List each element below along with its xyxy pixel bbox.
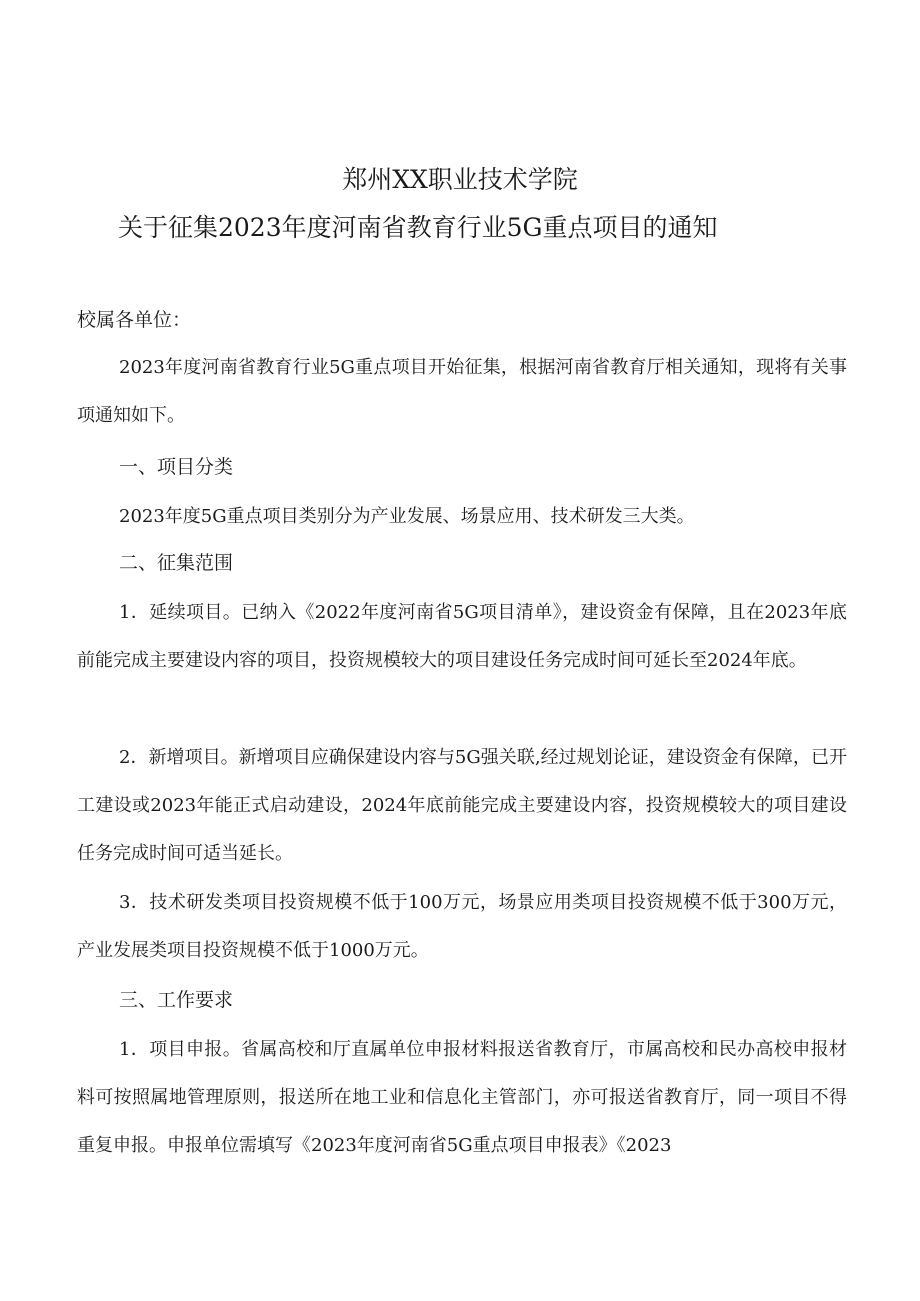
section-heading-scope: 二、征集范围 xyxy=(119,552,234,574)
classification-paragraph: 2023年度5G重点项目类别分为产业发展、场景应用、技术研发三大类。 xyxy=(119,506,695,527)
scope-item-2: 2．新增项目。新增项目应确保建设内容与5G强关联,经过规划论证，建设资金有保障，已开工建设或2023年能正式启动建设，2024年底前能完成主要建设内容，投资规模较大的项目建设任务完成时间可适当延长。 xyxy=(77,747,847,864)
document-title: 郑州XX职业技术学院 xyxy=(342,165,578,194)
scope-item-1: 1．延续项目。已纳入《2022年度河南省5G项目清单》，建设资金有保障，且在2023年底前能完成主要建设内容的项目，投资规模较大的项目建设任务完成时间可延长至2024年底。 xyxy=(77,602,847,671)
requirements-item-1: 1．项目申报。省属高校和厅直属单位申报材料报送省教育厅，市属高校和民办高校申报材料可按照属地管理原则，报送所在地工业和信息化主管部门，亦可报送省教育厅，同一项目不得重复申报。申报单位需填写《2023年度河南省5G重点项目申报表》《2023 xyxy=(77,1039,847,1156)
section-heading-requirements: 三、工作要求 xyxy=(119,989,234,1011)
document-subtitle: 关于征集2023年度河南省教育行业5G重点项目的通知 xyxy=(118,213,718,242)
salutation: 校属各单位： xyxy=(77,309,192,331)
scope-item-3: 3．技术研发类项目投资规模不低于100万元，场景应用类项目投资规模不低于300万元，产业发展类项目投资规模不低于1000万元。 xyxy=(77,892,847,961)
section-heading-classification: 一、项目分类 xyxy=(119,456,234,478)
intro-paragraph: 2023年度河南省教育行业5G重点项目开始征集，根据河南省教育厅相关通知，现将有关事项通知如下。 xyxy=(77,357,847,426)
